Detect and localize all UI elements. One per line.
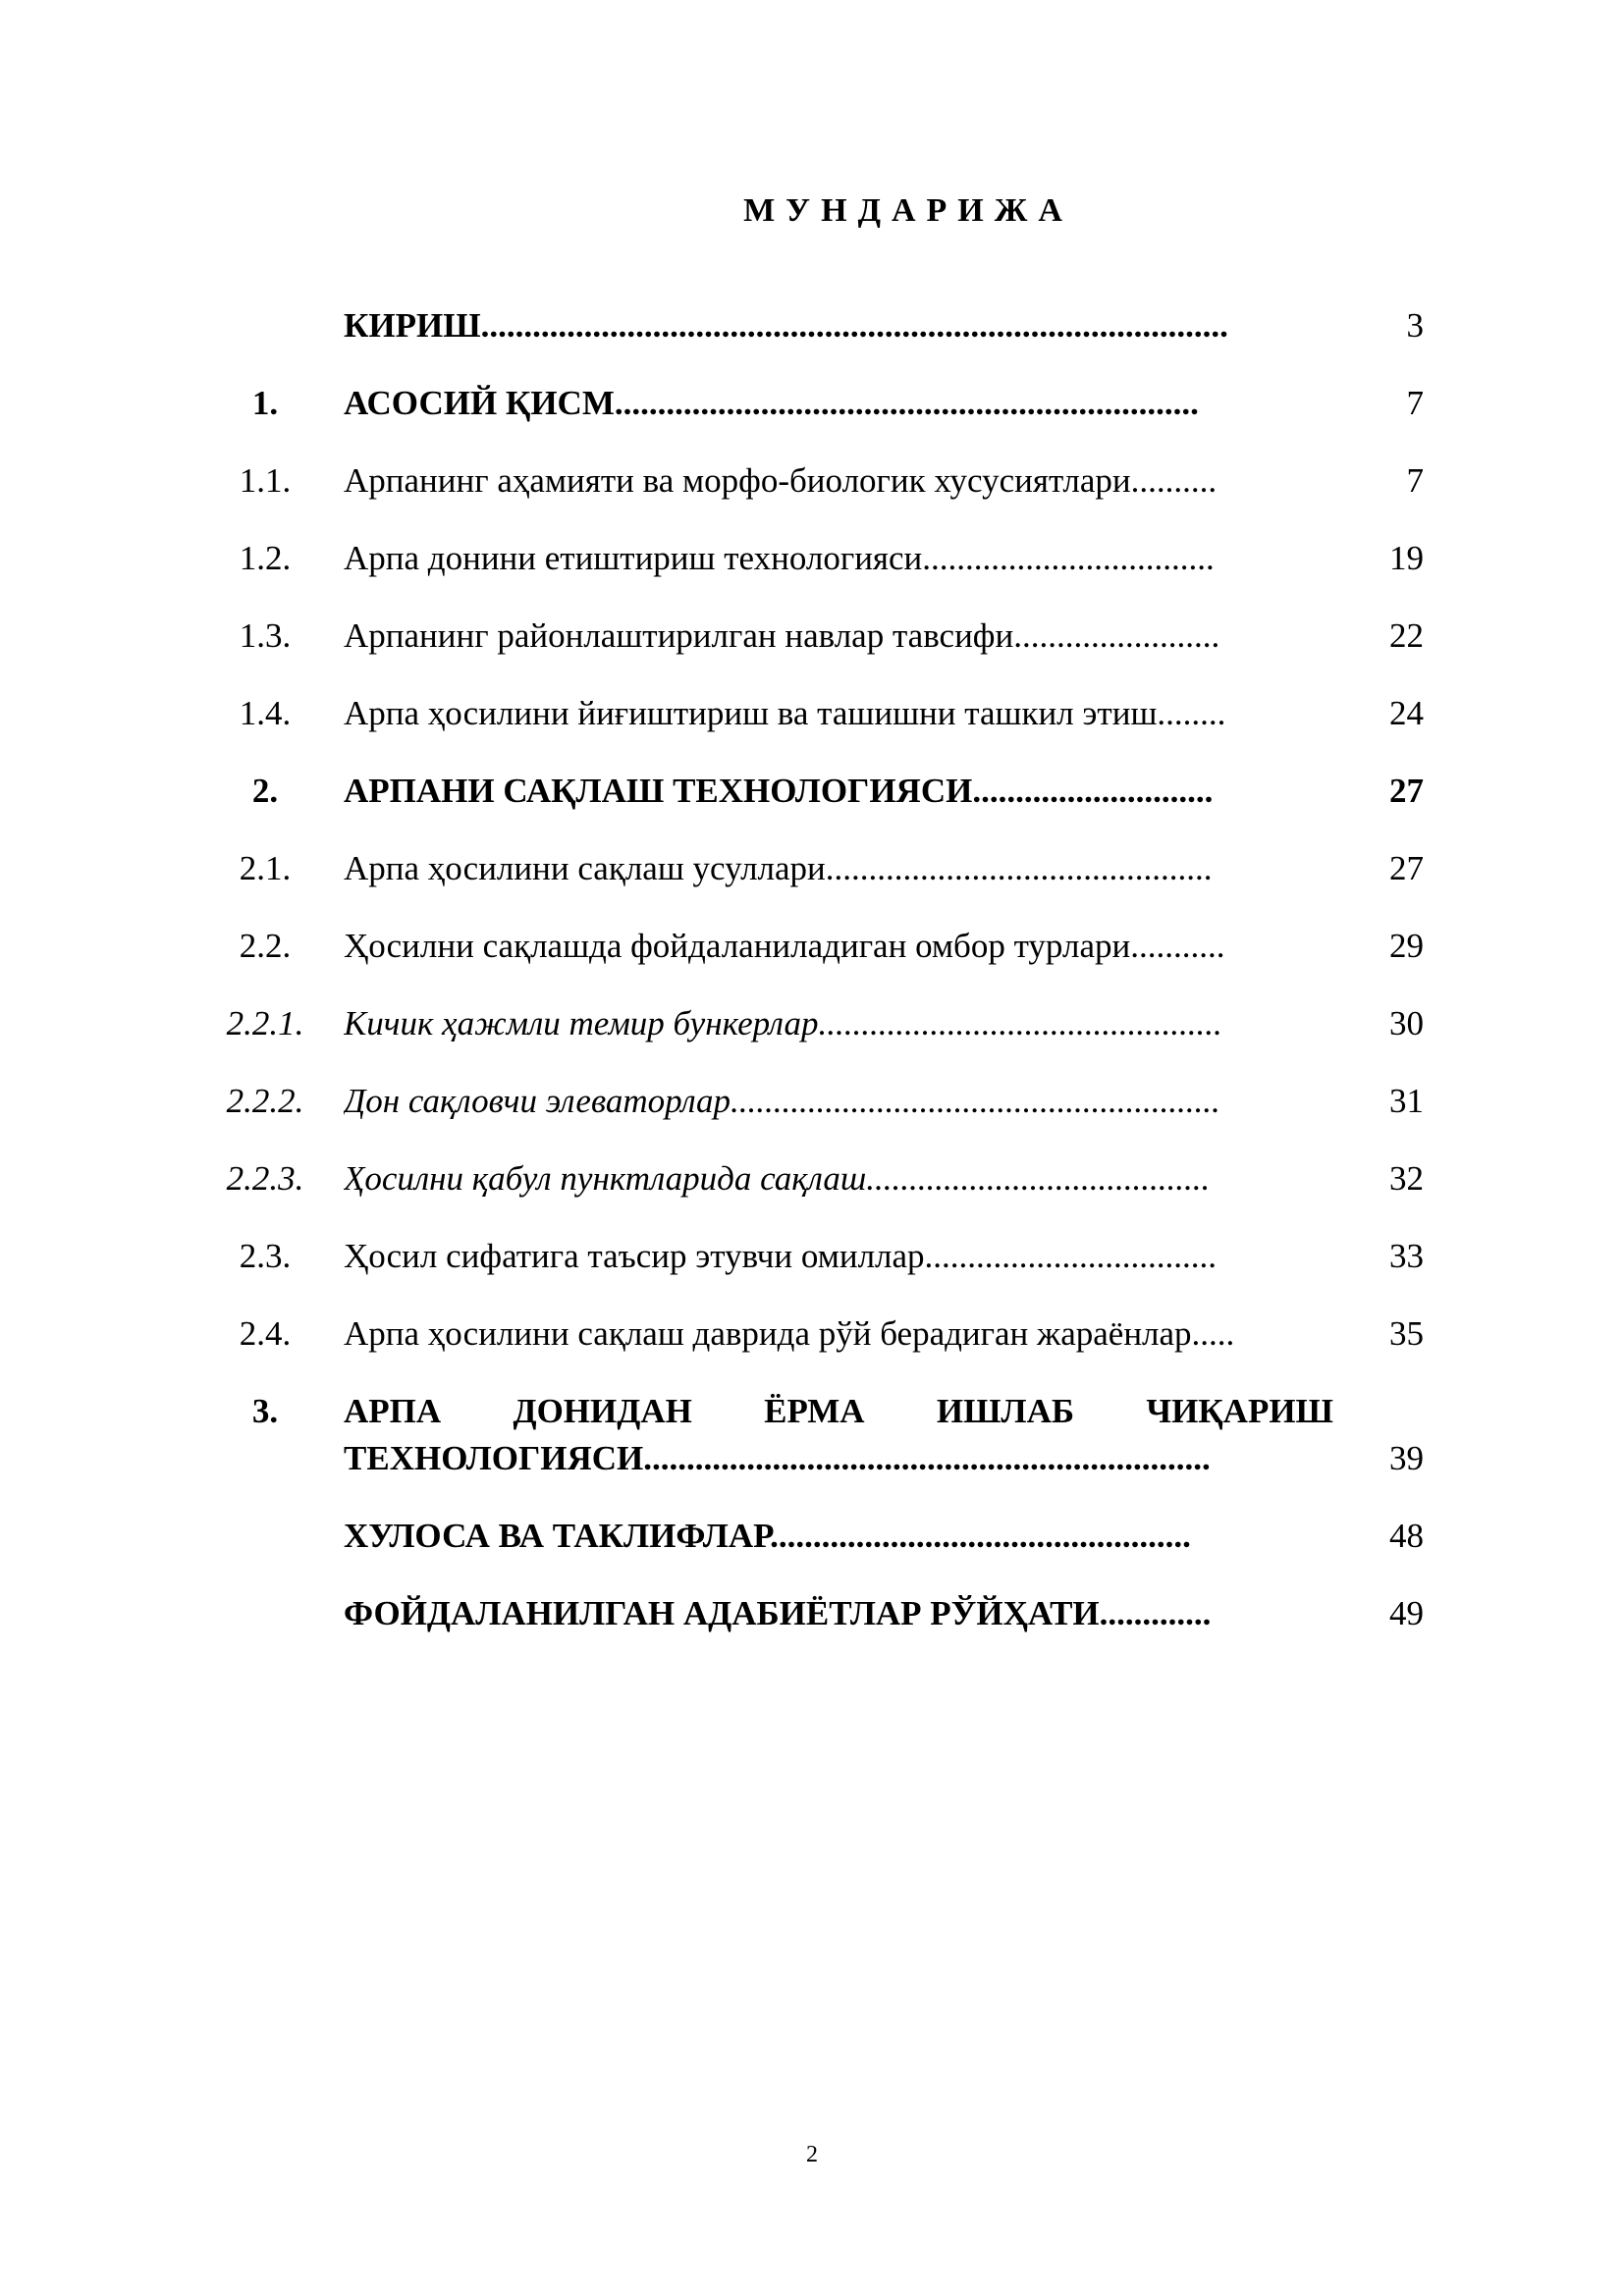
entry-number: 1.4. (239, 694, 292, 732)
entry-page: 7 (1406, 384, 1424, 422)
toc-entry-references (0, 1590, 1624, 1637)
entry-page: 29 (1389, 927, 1424, 965)
entry-title: Арпанинг районлаштирилган навлар тавсифи........................ (344, 616, 1220, 655)
entry-number: 2.2. (239, 927, 292, 965)
entry-title: Арпа ҳосилини йиғиштириш ва ташишни ташкил этиш........ (344, 694, 1226, 732)
toc-entry-2-3 (0, 1233, 1624, 1280)
toc-entry-conclusion (0, 1513, 1624, 1560)
entry-page: 49 (1389, 1594, 1424, 1632)
entry-number: 2.2.3. (226, 1159, 304, 1198)
entry-title: АРПАНИ САҚЛАШ ТЕХНОЛОГИЯСИ............................ (344, 772, 1214, 810)
toc-entry-1-3 (0, 613, 1624, 660)
entry-number: 1.3. (239, 616, 292, 655)
entry-page: 24 (1389, 694, 1424, 732)
entry-page: 3 (1406, 306, 1424, 345)
entry-title: ФОЙДАЛАНИЛГАН АДАБИЁТЛАР РЎЙҲАТИ............. (344, 1594, 1212, 1632)
entry-title: Арпа ҳосилини сақлаш усуллари............................................. (344, 849, 1213, 887)
toc-entry-1-2 (0, 535, 1624, 582)
entry-page: 27 (1389, 772, 1424, 810)
entry-number: 2.1. (239, 849, 292, 887)
entry-page: 32 (1389, 1159, 1424, 1198)
entry-page: 27 (1389, 849, 1424, 887)
entry-title: Ҳосил сифатига таъсир этувчи омиллар.................................. (344, 1237, 1218, 1275)
entry-page: 19 (1389, 539, 1424, 577)
toc-entry-2-4 (0, 1310, 1624, 1358)
toc-entry-1-1 (0, 457, 1624, 505)
toc-entry-2-2-2 (0, 1078, 1624, 1125)
entry-number: 2.2.2. (226, 1082, 304, 1120)
entry-title: КИРИШ....................................................................................... (344, 306, 1228, 345)
entry-title: Дон сақловчи элеваторлар......................................................... (344, 1082, 1220, 1120)
entry-title: АСОСИЙ ҚИСМ.................................................................... (344, 384, 1199, 422)
entry-page: 31 (1389, 1082, 1424, 1120)
entry-title-line1: АРПА ДОНИДАН ЁРМА ИШЛАБ ЧИҚАРИШ (344, 1392, 1333, 1430)
entry-title: Кичик ҳажмли темир бункерлар............................................... (344, 1004, 1222, 1042)
toc-entry-2-2 (0, 923, 1624, 970)
entry-title: Арпа донини етиштириш технологияси.................................. (344, 539, 1215, 577)
entry-page: 30 (1389, 1004, 1424, 1042)
entry-number: 2.2.1. (226, 1004, 304, 1042)
entry-title: Арпа ҳосилини сақлаш даврида рўй берадиган жараёнлар..... (344, 1314, 1235, 1353)
entry-page: 39 (1389, 1439, 1424, 1477)
toc-entry-2 (0, 768, 1624, 815)
entry-page: 7 (1406, 461, 1424, 500)
entry-page: 33 (1389, 1237, 1424, 1275)
entry-number: 1.2. (239, 539, 292, 577)
entry-number: 2. (251, 772, 279, 810)
entry-page: 35 (1389, 1314, 1424, 1353)
entry-title: Арпанинг аҳамияти ва морфо-биологик хусусиятлари.......... (344, 461, 1218, 500)
entry-number: 3. (251, 1392, 279, 1430)
entry-number: 1.1. (239, 461, 292, 500)
entry-page: 22 (1389, 616, 1424, 655)
entry-number: 2.3. (239, 1237, 292, 1275)
entry-title: Ҳосилни сақлашда фойдаланиладиган омбор турлари........... (344, 927, 1225, 965)
entry-page: 48 (1389, 1517, 1424, 1555)
entry-title: ХУЛОСА ВА ТАКЛИФЛАР................................................. (344, 1517, 1191, 1555)
toc-entry-1-4 (0, 690, 1624, 737)
entry-title: Ҳосилни қабул пунктларида сақлаш........................................ (344, 1159, 1211, 1198)
toc-entry-2-2-1 (0, 1000, 1624, 1047)
entry-number: 1. (251, 384, 279, 422)
page-number: 2 (806, 2142, 818, 2167)
toc-entry-kirish (0, 302, 1624, 349)
entry-number: 2.4. (239, 1314, 292, 1353)
entry-title-line2: ТЕХНОЛОГИЯСИ.................................................................. (344, 1439, 1211, 1477)
toc-entry-2-1 (0, 845, 1624, 892)
toc-title: МУНДАРИЖА (743, 192, 1073, 229)
toc-entry-2-2-3 (0, 1155, 1624, 1202)
toc-entry-1 (0, 380, 1624, 427)
